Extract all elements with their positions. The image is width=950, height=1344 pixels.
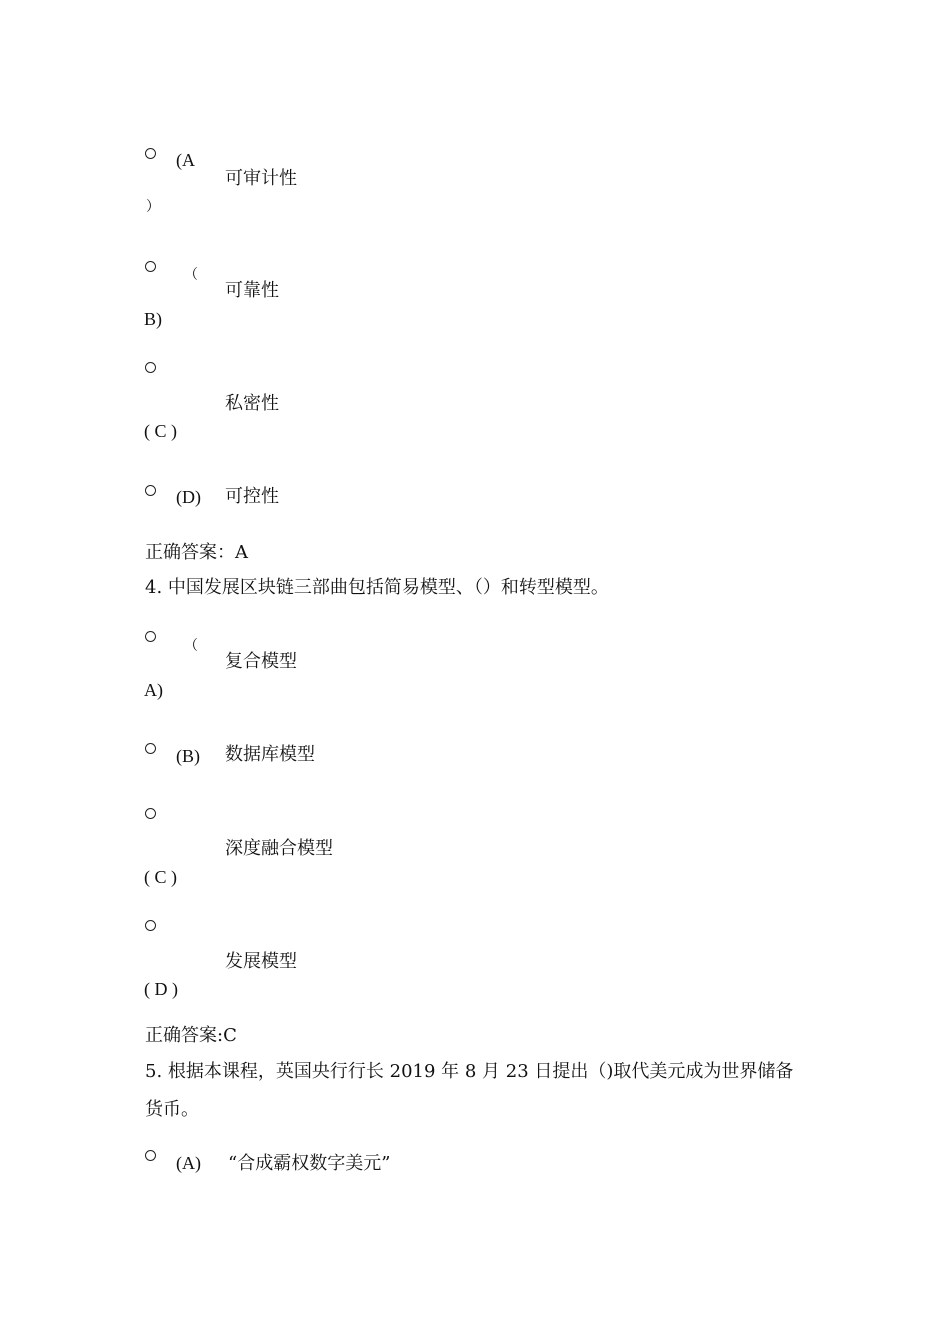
radio-button[interactable] [145, 920, 156, 931]
radio-button[interactable] [145, 1150, 156, 1161]
option-label-cont: ） [146, 200, 160, 215]
option-text: 可靠性 [225, 280, 279, 301]
radio-button[interactable] [145, 362, 156, 373]
q4-question-text: 4. 中国发展区块链三部曲包括简易模型、（）和转型模型。 [145, 577, 609, 598]
radio-button[interactable] [145, 485, 156, 496]
option-label-cont: B) [144, 309, 162, 329]
option-label-cont: A) [144, 680, 163, 700]
option-text: “合成霸权数字美元” [228, 1153, 391, 1174]
radio-button[interactable] [145, 808, 156, 819]
option-label: (B) [176, 746, 200, 766]
q5-question-text-cont: 货币。 [145, 1099, 199, 1120]
option-label-cont: ( C ) [144, 867, 177, 887]
option-text: 可控性 [225, 486, 279, 507]
option-text: 数据库模型 [225, 744, 315, 765]
option-label: (D) [176, 487, 201, 507]
q4-correct-answer: 正确答案:C [145, 1025, 237, 1046]
radio-button[interactable] [145, 743, 156, 754]
radio-button[interactable] [145, 631, 156, 642]
q3-correct-answer: 正确答案：A [145, 542, 248, 563]
option-label-cont: ( C ) [144, 421, 177, 441]
option-label: （ [184, 639, 198, 654]
option-text: 可审计性 [225, 168, 297, 189]
option-label: (A) [176, 1153, 201, 1173]
radio-button[interactable] [145, 261, 156, 272]
option-text: 复合模型 [225, 651, 297, 672]
radio-button[interactable] [145, 148, 156, 159]
option-text: 发展模型 [225, 951, 297, 972]
option-text: 私密性 [225, 393, 279, 414]
option-text: 深度融合模型 [225, 838, 333, 859]
option-label: (A [176, 150, 195, 170]
option-label-cont: ( D ) [144, 979, 178, 999]
q5-question-text: 5. 根据本课程，英国央行行长 2019 年 8 月 23 日提出（)取代美元成为世界储备 [145, 1061, 794, 1082]
option-label: （ [184, 268, 198, 283]
